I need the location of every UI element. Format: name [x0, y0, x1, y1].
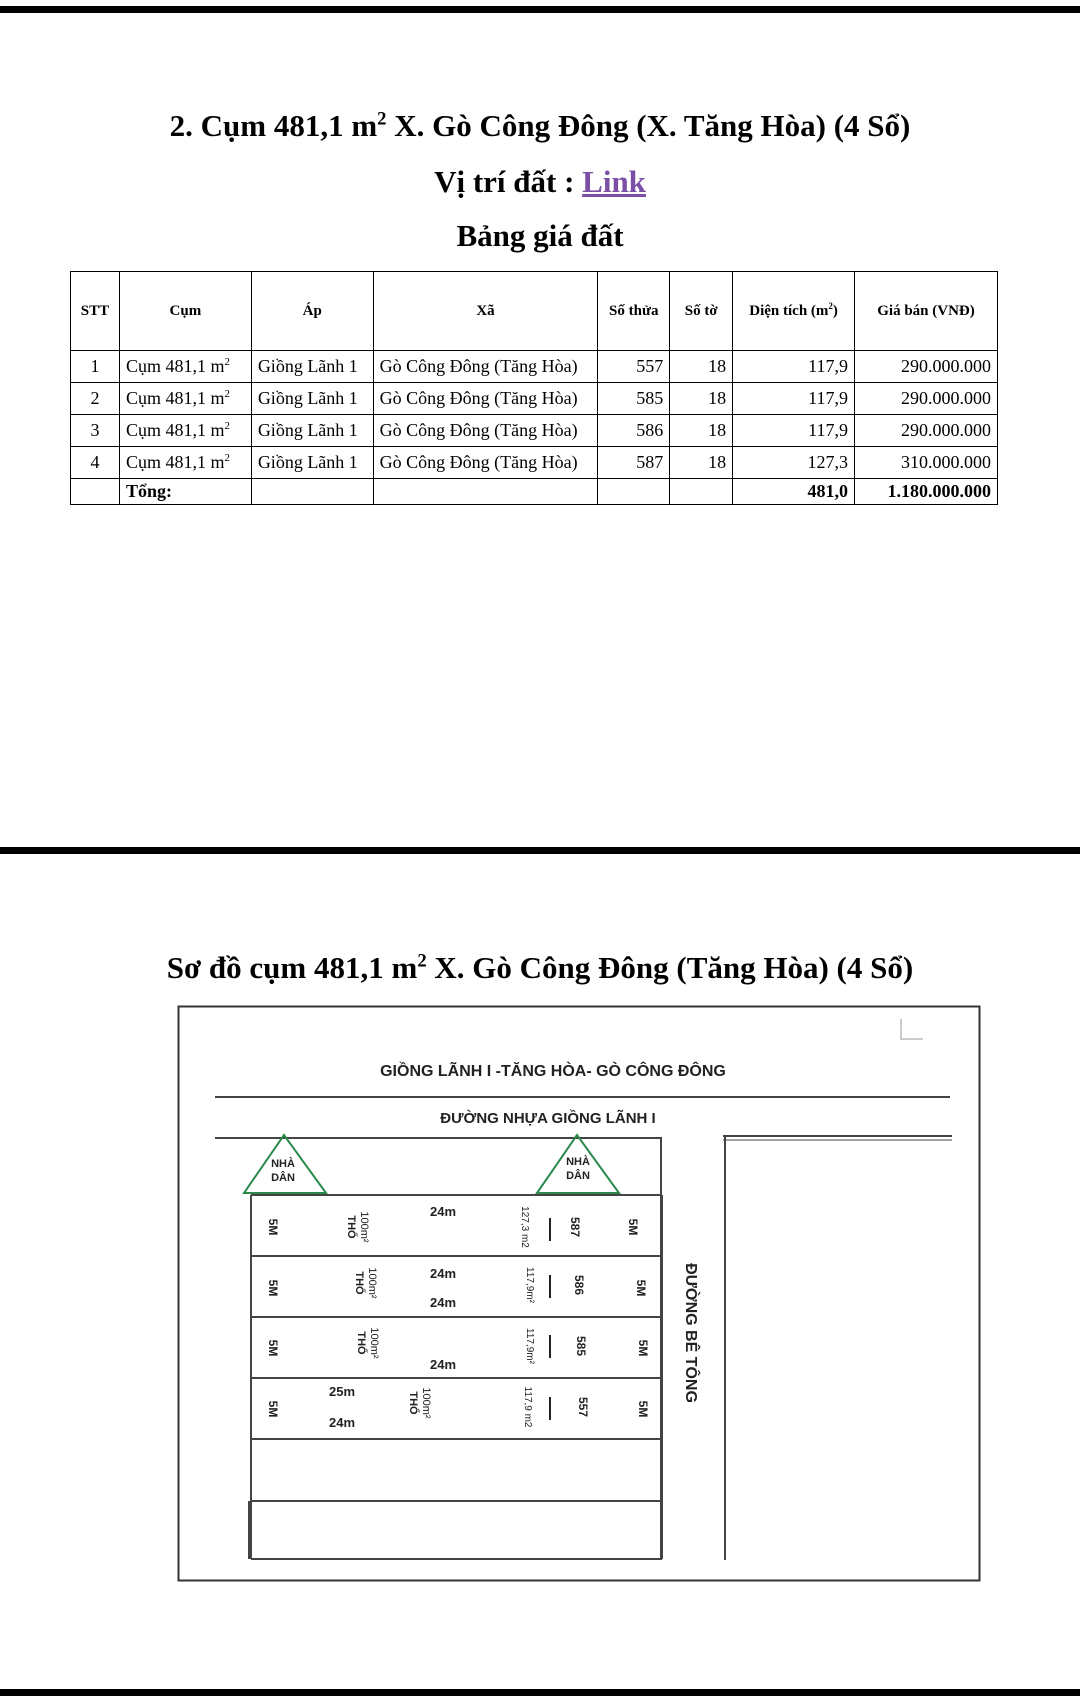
cell-ap: Giồng Lãnh 1	[251, 383, 373, 415]
house-left-label-1: NHÀ	[271, 1158, 295, 1170]
total-gia-ban: 1.180.000.000	[855, 479, 998, 505]
cell-so-to: 18	[670, 351, 733, 383]
cell-so-to: 18	[670, 447, 733, 479]
cell-dien-tich: 127,3	[733, 447, 855, 479]
cell-dien-tich: 117,9	[733, 351, 855, 383]
house-right-label-1: NHÀ	[566, 1156, 590, 1168]
price-table	[70, 271, 998, 505]
cell-so-to: 18	[670, 383, 733, 415]
header-ap: Áp	[251, 272, 373, 351]
cell-ap: Giồng Lãnh 1	[251, 447, 373, 479]
lot-number: 585	[574, 1335, 588, 1357]
cell-xa: Gò Công Đông (Tăng Hòa)	[373, 415, 598, 447]
lot-width-left: 5M	[266, 1279, 280, 1297]
table-total-row	[71, 479, 998, 505]
road-side-label: ĐƯỜNG BÊ TÔNG	[682, 1263, 699, 1403]
cell-xa: Gò Công Đông (Tăng Hòa)	[373, 447, 598, 479]
cell-stt: 3	[71, 415, 120, 447]
header-gia-ban: Giá bán (VNĐ)	[855, 272, 998, 351]
lot-number: 587	[568, 1216, 582, 1238]
cell-so-thua: 557	[598, 351, 670, 383]
cell-so-thua: 587	[598, 447, 670, 479]
cell-gia-ban: 310.000.000	[855, 447, 998, 479]
cell-empty	[71, 479, 120, 505]
lot-land-area: 100m²	[366, 1267, 378, 1299]
header-dien-tich: Diện tích $(m^2)$	[733, 272, 855, 351]
cell-dien-tich: 117,9	[733, 383, 855, 415]
cell-gia-ban: 290.000.000	[855, 415, 998, 447]
cell-stt: 2	[71, 383, 120, 415]
site-plan-diagram	[177, 1005, 981, 1583]
cell-so-thua: 586	[598, 415, 670, 447]
lot-length-top: 24m	[429, 1266, 457, 1281]
location-label: Vị trí đất :	[434, 164, 583, 199]
total-label: Tổng:	[119, 479, 251, 505]
cell-gia-ban: 290.000.000	[855, 383, 998, 415]
cell-empty	[251, 479, 373, 505]
lot-land-type: THỔ	[353, 1271, 365, 1295]
house-right-label-2: DÂN	[566, 1170, 590, 1182]
top-rule	[0, 6, 1080, 13]
location-line	[0, 164, 1080, 200]
road-top-label: ĐƯỜNG NHỰA GIỒNG LÃNH I	[440, 1110, 656, 1127]
cell-so-to: 18	[670, 415, 733, 447]
lot-land-area: 100m²	[420, 1387, 432, 1419]
cell-so-thua: 585	[598, 383, 670, 415]
cell-gia-ban: 290.000.000	[855, 351, 998, 383]
cell-empty	[598, 479, 670, 505]
total-dien-tich: 481,0	[733, 479, 855, 505]
lot-width-right: 5M	[626, 1218, 640, 1236]
price-table-title: Bảng giá đất	[456, 218, 624, 253]
table-row	[71, 351, 998, 383]
location-link[interactable]: Link	[582, 164, 646, 199]
cell-cum: Cụm 481,1 $m^2$	[119, 383, 251, 415]
cell-xa: Gò Công Đông (Tăng Hòa)	[373, 383, 598, 415]
header-so-thua: Số thửa	[598, 272, 670, 351]
header-xa: Xã	[373, 272, 598, 351]
header-cum: Cụm	[119, 272, 251, 351]
bottom-rule	[0, 1689, 1080, 1696]
cell-cum: Cụm 481,1 $m^2$	[119, 351, 251, 383]
cell-stt: 4	[71, 447, 120, 479]
lot-length-bottom: 24m	[429, 1295, 457, 1310]
header-so-to: Số tờ	[670, 272, 733, 351]
lot-land-type: THỔ	[355, 1331, 367, 1355]
lot-land-area: 100m²	[358, 1211, 370, 1243]
lot-width-right: 5M	[636, 1400, 650, 1418]
lot-width-right: 5M	[636, 1339, 650, 1357]
cell-empty	[670, 479, 733, 505]
table-header-row	[71, 272, 998, 351]
lot-area: 117,9 m2	[522, 1386, 533, 1428]
cell-cum: Cụm 481,1 $m^2$	[119, 415, 251, 447]
table-row	[71, 415, 998, 447]
lot-land-type: THỔ	[345, 1215, 357, 1239]
house-left-label-2: DÂN	[271, 1172, 295, 1184]
table-row	[71, 447, 998, 479]
lot-length-bottom: 24m	[328, 1415, 356, 1430]
lot-area: 117,9m²	[524, 1267, 535, 1303]
cell-cum: Cụm 481,1 $m^2$	[119, 447, 251, 479]
diagram-title: Sơ đồ cụm 481,1 $m^2$ X. Gò Công Đông (Tăng Hòa) (4 Sổ)	[166, 950, 914, 985]
cell-ap: Giồng Lãnh 1	[251, 415, 373, 447]
lot-land-type: THỔ	[407, 1391, 419, 1415]
lot-land-area: 100m²	[368, 1327, 380, 1359]
lot-number: 557	[576, 1396, 590, 1418]
cell-stt: 1	[71, 351, 120, 383]
lot-width-left: 5M	[266, 1218, 280, 1236]
cell-dien-tich: 117,9	[733, 415, 855, 447]
lot-length-top: 25m	[328, 1384, 356, 1399]
lot-length-top: 24m	[429, 1204, 457, 1219]
page-title: 2. Cụm 481,1 $m^2$ X. Gò Công Đông (X. Tăng Hòa) (4 Sổ)	[169, 108, 911, 143]
lot-number: 586	[572, 1274, 586, 1296]
cell-xa: Gò Công Đông (Tăng Hòa)	[373, 351, 598, 383]
table-row	[71, 383, 998, 415]
lot-width-right: 5M	[634, 1279, 648, 1297]
diagram-header: GIỒNG LÃNH I -TĂNG HÒA- GÒ CÔNG ĐÔNG	[380, 1063, 726, 1080]
lot-width-left: 5M	[266, 1339, 280, 1357]
lot-area: 117,9m²	[524, 1328, 535, 1364]
cell-ap: Giồng Lãnh 1	[251, 351, 373, 383]
section-divider	[0, 847, 1080, 854]
lot-width-left: 5M	[266, 1400, 280, 1418]
lot-length-bottom: 24m	[429, 1357, 457, 1372]
header-stt: STT	[71, 272, 120, 351]
lot-area: 127,3 m2	[519, 1206, 530, 1248]
cell-empty	[373, 479, 598, 505]
